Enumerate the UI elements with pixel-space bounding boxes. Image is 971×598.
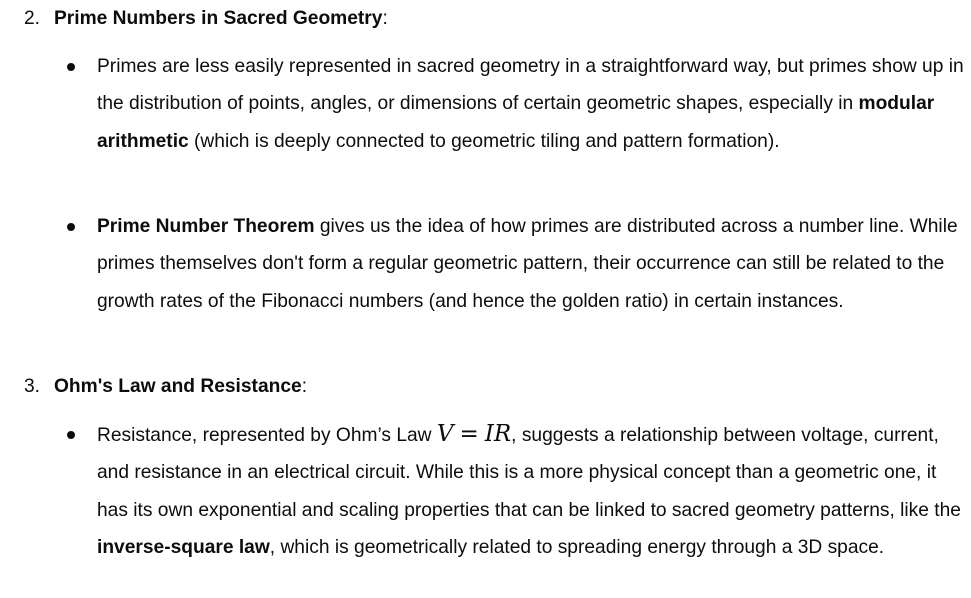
bullet-icon bbox=[67, 63, 75, 71]
list-number: 2. bbox=[24, 8, 41, 29]
list-number: 3. bbox=[24, 376, 41, 397]
math-equals: = bbox=[459, 421, 479, 447]
bullet-text: Resistance, represented by Ohm’s Law bbox=[97, 425, 437, 446]
bullet-text: , which is geometrically related to spreading energy through a 3D space. bbox=[269, 537, 885, 559]
bullet-text: (which is deeply connected to geometric tiling and pattern formation). bbox=[188, 130, 780, 152]
section-heading-ohms-law bbox=[24, 368, 307, 405]
section-title: Prime Numbers in Sacred Geometry bbox=[54, 8, 383, 29]
bold-term-prime-number-theorem: Prime Number Theorem bbox=[97, 216, 315, 237]
bullet-text: gives us the idea of how primes are distributed across a number line. While primes themselves don't form a regular geometric pattern, their occurrence can still be related to the growth rates of the Fibonacci numbers (and hence the golden ratio) in certain instances. bbox=[97, 216, 958, 312]
list-item bbox=[97, 48, 969, 160]
section-title: Ohm's Law and Resistance bbox=[54, 376, 302, 397]
section-heading-prime-numbers bbox=[24, 0, 388, 37]
bullet-icon bbox=[67, 223, 75, 231]
bold-term-modular-arithmetic: modular arithmetic bbox=[97, 93, 935, 152]
bullet-text: , suggests a relationship between voltage, current, and resistance in an electrical circuit. While this is a more physical concept than a geometric one, it has its own exponential and scaling properties that can be linked to sacred geometry patterns, like the bbox=[97, 425, 961, 521]
bullet-icon bbox=[67, 431, 75, 439]
bold-term-inverse-square-law: inverse-square law bbox=[97, 537, 270, 559]
list-item bbox=[97, 416, 969, 567]
bullet-text: Primes are less easily represented in sacred geometry in a straightforward way, but primes show up in the distribution of points, angles, or dimensions of certain geometric shapes, especially in bbox=[97, 56, 964, 115]
list-item bbox=[97, 208, 969, 320]
title-colon: : bbox=[382, 8, 388, 29]
math-variable-v: V bbox=[436, 421, 454, 447]
math-variable-ir: IR bbox=[484, 421, 512, 447]
title-colon: : bbox=[301, 376, 308, 397]
math-formula bbox=[437, 421, 511, 447]
